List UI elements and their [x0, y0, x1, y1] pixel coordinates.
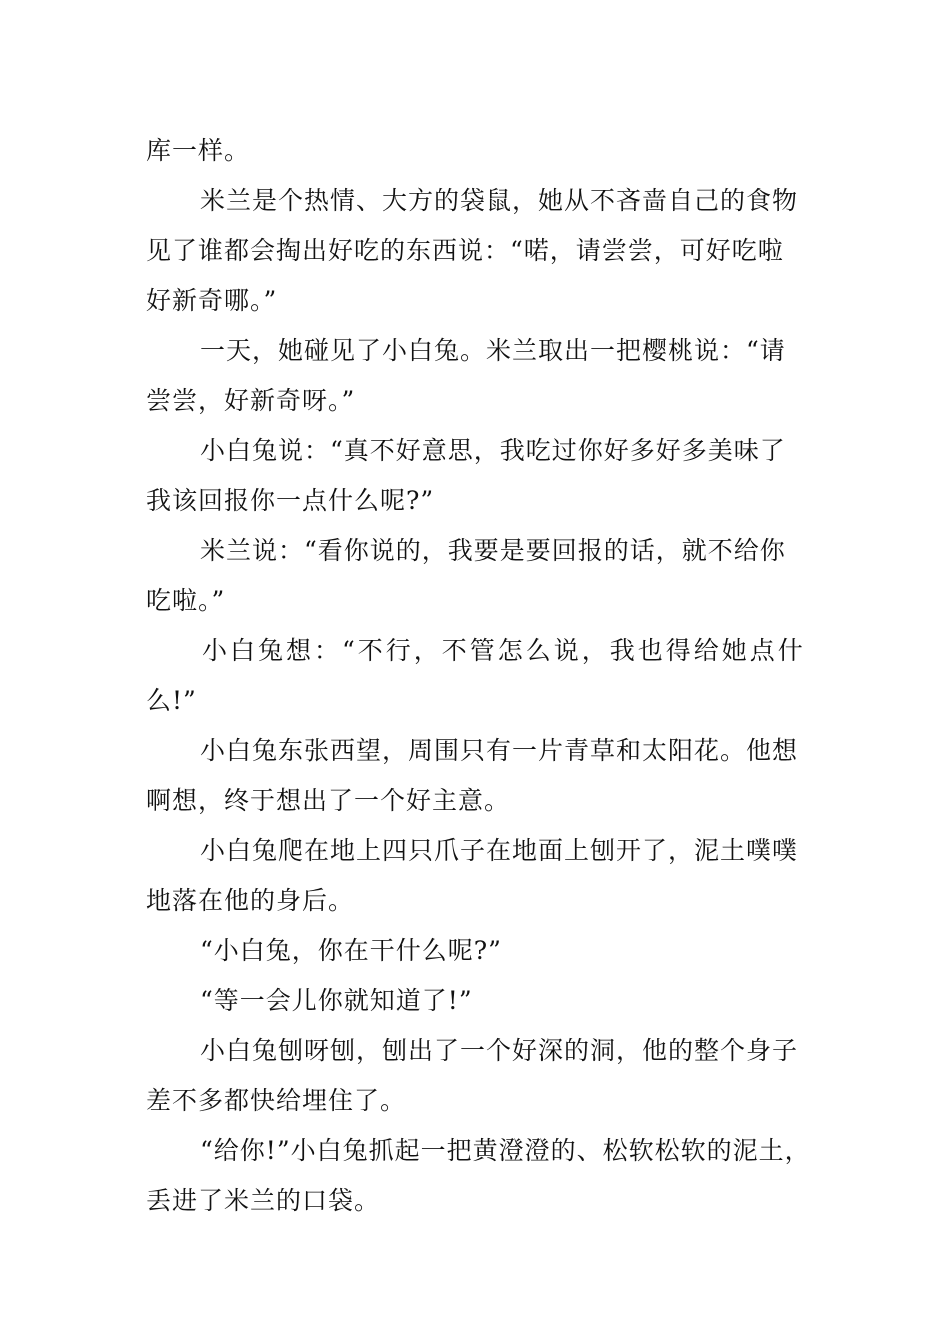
paragraph-start-line: “给你!”小白兔抓起一把黄澄澄的、松软松软的泥土，	[200, 1136, 811, 1165]
dialogue-line: “小白兔，你在干什么呢?”	[200, 936, 502, 965]
paragraph-start-line: 小白兔刨呀刨，刨出了一个好深的洞，他的整个身子	[200, 1036, 799, 1065]
paragraph-start-line: 米兰是个热情、大方的袋鼠，她从不吝啬自己的食物	[200, 186, 799, 215]
text-line: 吃啦。”	[146, 586, 226, 615]
text-line: 地落在他的身后。	[146, 886, 355, 915]
text-line: 丢进了米兰的口袋。	[146, 1186, 381, 1215]
paragraph-start-line: 小白兔想：“不行，不管怎么说，我也得给她点什	[202, 636, 806, 665]
paragraph-start-line: 小白兔东张西望，周围只有一片青草和太阳花。他想	[200, 736, 799, 765]
paragraph-start-line: 一天，她碰见了小白兔。米兰取出一把樱桃说：“请	[200, 336, 786, 365]
text-line: 啊想，终于想出了一个好主意。	[146, 786, 511, 815]
dialogue-line: “等一会儿你就知道了!”	[200, 986, 473, 1015]
story-text	[146, 126, 811, 1226]
paragraph-start-line: 米兰说：“看你说的，我要是要回报的话，就不给你	[200, 536, 786, 565]
text-line: 差不多都快给埋住了。	[146, 1086, 407, 1115]
text-line: 么!”	[146, 686, 197, 715]
paragraph-start-line: 小白兔爬在地上四只爪子在地面上刨开了，泥土噗噗	[200, 836, 799, 865]
text-line: 我该回报你一点什么呢?”	[146, 486, 435, 515]
text-line: 尝尝，好新奇呀。”	[146, 386, 356, 415]
text-line: 见了谁都会掏出好吃的东西说：“喏，请尝尝，可好吃啦	[146, 236, 784, 265]
paragraph-start-line: 小白兔说：“真不好意思，我吃过你好多好多美味了	[200, 436, 786, 465]
text-line: 库一样。	[146, 136, 251, 165]
text-line: 好新奇哪。”	[146, 286, 278, 315]
